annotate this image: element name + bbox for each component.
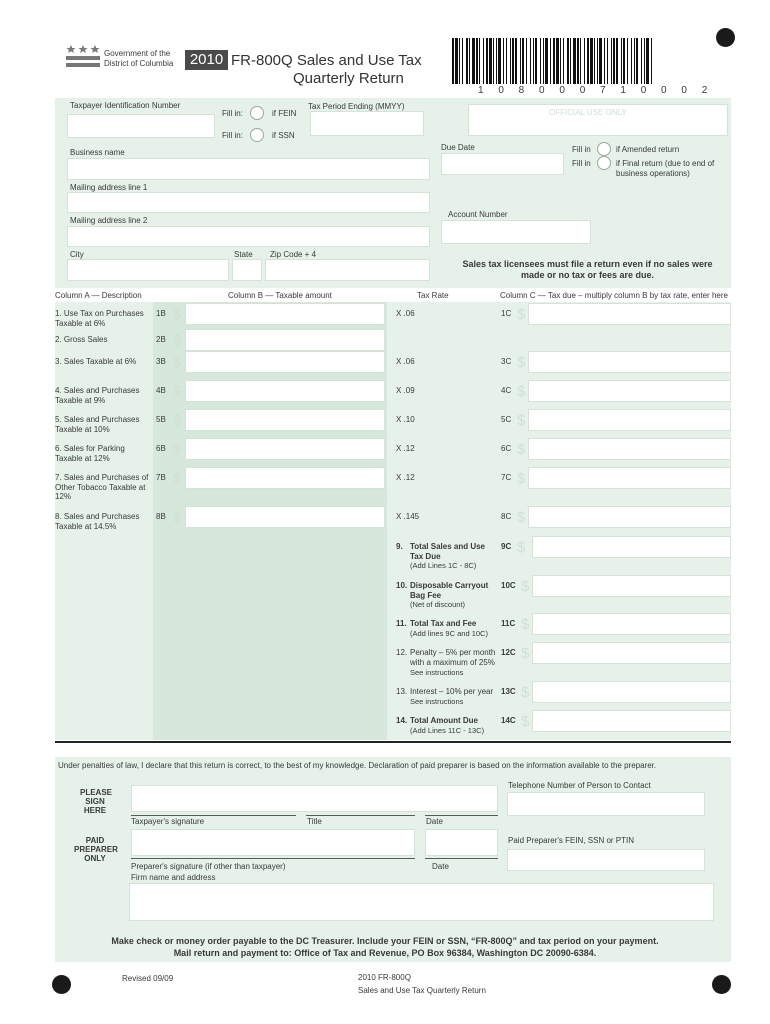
- title-line: [306, 815, 415, 816]
- footer-form-id: 2010 FR-800Q: [358, 973, 411, 982]
- zip-field[interactable]: [265, 259, 430, 281]
- column-c-code: 7C: [501, 473, 512, 482]
- registration-mark-bottom-right: [712, 975, 731, 994]
- section-divider: [55, 741, 731, 743]
- zip-label: Zip Code + 4: [270, 250, 317, 259]
- line-description: 4. Sales and Purchases Taxable at 9%: [55, 386, 140, 405]
- barcode-bar: [455, 38, 458, 84]
- barcode-bar: [627, 38, 628, 84]
- column-b-amount-field[interactable]: [185, 438, 385, 460]
- barcode-digits: 1 0 8 0 0 0 7 1 0 0 0 2: [478, 85, 714, 96]
- barcode-bar: [570, 38, 571, 84]
- column-c-tax-field[interactable]: [528, 380, 731, 402]
- barcode-bar: [573, 38, 576, 84]
- barcode-bar: [479, 38, 480, 84]
- barcode-bar: [623, 38, 625, 84]
- barcode-bar: [483, 38, 484, 84]
- column-b-code: 1B: [156, 309, 166, 318]
- preparer-signature-label: Preparer's signature (if other than taxpayer): [131, 862, 286, 871]
- dollar-sign: $: [173, 332, 182, 349]
- dollar-sign: $: [173, 470, 182, 487]
- dollar-sign: $: [521, 645, 530, 662]
- dollar-sign: $: [521, 578, 530, 595]
- column-c-tax-field[interactable]: [528, 303, 731, 325]
- barcode-bar: [613, 38, 615, 84]
- line-description: 7. Sales and Purchases of Other Tobacco Taxable at 12%: [55, 473, 149, 502]
- barcode-bar: [486, 38, 488, 84]
- line-description: 6. Sales for Parking Taxable at 12%: [55, 444, 125, 463]
- barcode-bar: [646, 38, 649, 84]
- summary-line-note: (Net of discount): [410, 600, 466, 609]
- summary-amount-field[interactable]: [532, 681, 731, 703]
- summary-line-code: 10C: [501, 581, 516, 590]
- amended-fill-label: Fill in: [572, 145, 591, 154]
- summary-line-title: Penalty – 5% per month with a maximum of 25%: [410, 648, 496, 667]
- barcode-bar: [594, 38, 595, 84]
- city-label: City: [70, 250, 84, 259]
- barcode-bar: [597, 38, 598, 84]
- gov-line-2: District of Columbia: [104, 59, 174, 68]
- barcode-bar: [459, 38, 460, 84]
- tax-rate-header: Tax Rate: [417, 291, 449, 300]
- payment-instructions-1: Make check or money order payable to the DC Treasurer. Include your FEIN or SSN, “FR-800Q” and tax period on your payment.: [111, 936, 659, 946]
- barcode-bar: [604, 38, 605, 84]
- year-box: 2010: [185, 50, 228, 70]
- date1-label: Date: [426, 817, 443, 826]
- barcode-bar: [636, 38, 638, 84]
- barcode-bar: [631, 38, 632, 84]
- footer-form-name: Sales and Use Tax Quarterly Return: [358, 986, 486, 995]
- dollar-sign: $: [173, 354, 182, 371]
- column-c-code: 3C: [501, 357, 512, 366]
- dollar-sign: $: [517, 354, 526, 371]
- summary-line-number: 9.: [396, 542, 403, 551]
- barcode-bar: [634, 38, 635, 84]
- barcode-bar: [466, 38, 468, 84]
- final-radio[interactable]: [597, 156, 611, 170]
- barcode-bar: [503, 38, 504, 84]
- barcode-bar: [533, 38, 534, 84]
- column-c-tax-field[interactable]: [528, 467, 731, 489]
- tax-rate: X .10: [396, 415, 415, 424]
- business-name-label: Business name: [70, 148, 125, 157]
- column-c-tax-field[interactable]: [528, 351, 731, 373]
- barcode-bar: [599, 38, 602, 84]
- line-description: 1. Use Tax on Purchases Taxable at 6%: [55, 309, 144, 328]
- firm-field[interactable]: [129, 883, 714, 921]
- column-b-code: 4B: [156, 386, 166, 395]
- paid-preparer-1: PAID: [85, 836, 105, 845]
- summary-amount-field[interactable]: [532, 575, 731, 597]
- summary-line-title: Total Tax and Fee: [410, 619, 477, 628]
- paid-preparer-3: ONLY: [84, 854, 106, 863]
- barcode-bar: [512, 38, 514, 84]
- dollar-sign: $: [173, 509, 182, 526]
- preparer-id-field[interactable]: [507, 849, 705, 871]
- barcode-bar: [584, 38, 585, 84]
- summary-line-note: (Add Lines 11C - 13C): [410, 726, 485, 735]
- preparer-date-field[interactable]: [425, 829, 498, 856]
- column-b-amount-field[interactable]: [185, 467, 385, 489]
- barcode-bar: [641, 38, 642, 84]
- paid-preparer-2: PREPARER: [74, 845, 118, 854]
- fein-radio[interactable]: [250, 106, 264, 120]
- gov-line-1: Government of the: [104, 49, 171, 58]
- barcode-bar: [526, 38, 527, 84]
- barcode-bar: [545, 38, 548, 84]
- summary-line-title: Total Sales and Use Tax Due: [410, 542, 485, 561]
- final-fill-label: Fill in: [572, 159, 591, 168]
- barcode-bar: [493, 38, 494, 84]
- due-date-label: Due Date: [441, 143, 475, 152]
- please-sign-2: SIGN: [85, 797, 105, 806]
- amended-radio[interactable]: [597, 142, 611, 156]
- barcode-bar: [522, 38, 524, 84]
- col-c-header: Column C — Tax due – multiply column B by tax rate, enter here: [500, 291, 728, 300]
- barcode-bar: [611, 38, 612, 84]
- column-b-amount-field[interactable]: [185, 329, 385, 351]
- revised-date: Revised 09/09: [122, 974, 174, 983]
- summary-line-note: See instructions: [410, 697, 464, 706]
- barcode-bar: [607, 38, 608, 84]
- account-number-field[interactable]: [441, 220, 591, 244]
- please-sign-3: HERE: [83, 806, 107, 815]
- column-b-amount-field[interactable]: [185, 409, 385, 431]
- taxpayer-id-field[interactable]: [67, 114, 215, 138]
- barcode-bar: [540, 38, 541, 84]
- taxpayer-signature-label: Taxpayer's signature: [131, 817, 205, 826]
- summary-line-code: 12C: [501, 648, 516, 657]
- taxpayer-signature-line: [131, 815, 296, 816]
- barcode-bar: [550, 38, 551, 84]
- barcode-bar: [506, 38, 507, 84]
- tax-rate: X .12: [396, 444, 415, 453]
- barcode-icon: [452, 38, 686, 84]
- column-b-code: 2B: [156, 335, 166, 344]
- official-use-label: OFFICIAL USE ONLY: [549, 108, 627, 117]
- column-c-tax-field[interactable]: [528, 438, 731, 460]
- summary-amount-field[interactable]: [532, 536, 731, 558]
- barcode-bar: [462, 38, 463, 84]
- if-fein-label: if FEIN: [272, 109, 297, 118]
- account-number-label: Account Number: [448, 210, 508, 219]
- barcode-bar: [567, 38, 569, 84]
- registration-mark-top-right: [716, 28, 735, 47]
- column-c-tax-field[interactable]: [528, 506, 731, 528]
- form-title-line-1: FR-800Q Sales and Use Tax: [231, 52, 422, 69]
- col-a-header: Column A — Description: [55, 291, 142, 300]
- dollar-sign: $: [521, 713, 530, 730]
- barcode-bar: [510, 38, 511, 84]
- barcode-bar: [590, 38, 593, 84]
- tax-rate: X .06: [396, 309, 415, 318]
- column-b-code: 3B: [156, 357, 166, 366]
- dollar-sign: $: [517, 539, 526, 556]
- summary-line-number: 12.: [396, 648, 408, 657]
- dollar-sign: $: [517, 441, 526, 458]
- barcode-bar: [530, 38, 531, 84]
- mailing2-field[interactable]: [67, 226, 430, 247]
- fill-in-ssn-label: Fill in:: [222, 131, 243, 140]
- city-field[interactable]: [67, 259, 229, 281]
- telephone-field[interactable]: [507, 792, 705, 816]
- filing-notice: Sales tax licensees must file a return even if no sales were made or no tax or fees are due.: [462, 259, 713, 280]
- summary-line-code: 14C: [501, 716, 516, 725]
- column-b-amount-field[interactable]: [185, 303, 385, 325]
- dollar-sign: $: [517, 470, 526, 487]
- summary-line-note: (Add lines 9C and 10C): [410, 629, 488, 638]
- line-description: 3. Sales Taxable at 6%: [55, 357, 137, 366]
- summary-line-number: 11.: [396, 619, 407, 628]
- declaration-text: Under penalties of law, I declare that this return is correct, to the best of my knowledge. Declaration of paid preparer is based on the information available to the preparer.: [58, 761, 657, 770]
- barcode: [452, 38, 686, 84]
- line-description: 5. Sales and Purchases Taxable at 10%: [55, 415, 140, 434]
- barcode-bar: [644, 38, 645, 84]
- column-b-amount-field[interactable]: [185, 351, 385, 373]
- barcode-bar: [489, 38, 492, 84]
- summary-line-title: Total Amount Due: [410, 716, 478, 725]
- barcode-bar: [496, 38, 497, 84]
- barcode-bar: [553, 38, 555, 84]
- telephone-label: Telephone Number of Person to Contact: [508, 781, 651, 790]
- dollar-sign: $: [517, 383, 526, 400]
- column-c-code: 1C: [501, 309, 512, 318]
- preparer-signature-line: [131, 858, 415, 859]
- barcode-bar: [472, 38, 475, 84]
- dc-logo: [66, 44, 100, 68]
- barcode-bar: [535, 38, 537, 84]
- taxpayer-signature-field[interactable]: [131, 785, 498, 812]
- tax-rate: X .12: [396, 473, 415, 482]
- column-b-amount-field[interactable]: [185, 506, 385, 528]
- summary-line-code: 11C: [501, 619, 516, 628]
- registration-mark-bottom-left: [52, 975, 71, 994]
- ssn-radio[interactable]: [250, 128, 264, 142]
- summary-amount-field[interactable]: [532, 710, 731, 732]
- barcode-bar: [651, 38, 652, 84]
- summary-line-code: 9C: [501, 542, 512, 551]
- dollar-sign: $: [521, 684, 530, 701]
- taxpayer-id-label: Taxpayer Identification Number: [70, 101, 181, 110]
- barcode-bar: [587, 38, 589, 84]
- col-b-header: Column B — Taxable amount: [228, 291, 332, 300]
- dollar-sign: $: [517, 509, 526, 526]
- summary-line-note: See instructions: [410, 668, 464, 677]
- barcode-bar: [621, 38, 622, 84]
- barcode-bar: [469, 38, 470, 84]
- barcode-bar: [616, 38, 618, 84]
- summary-line-title: Disposable Carryout Bag Fee: [410, 581, 489, 600]
- tax-period-label: Tax Period Ending (MMYY): [308, 102, 405, 111]
- barcode-bar: [560, 38, 561, 84]
- mailing2-label: Mailing address line 2: [70, 216, 148, 225]
- summary-line-code: 13C: [501, 687, 516, 696]
- column-c-code: 8C: [501, 512, 512, 521]
- business-name-field[interactable]: [67, 158, 430, 180]
- due-date-field[interactable]: [441, 153, 564, 175]
- line-description: 2. Gross Sales: [55, 335, 108, 344]
- tax-rate: X .09: [396, 386, 415, 395]
- summary-line-number: 14.: [396, 716, 408, 725]
- date2-label: Date: [432, 862, 449, 871]
- column-c-tax-field[interactable]: [528, 409, 731, 431]
- firm-label: Firm name and address: [131, 873, 216, 882]
- column-b-code: 5B: [156, 415, 166, 424]
- summary-line-number: 13.: [396, 687, 408, 696]
- title-label: Title: [307, 817, 322, 826]
- state-label: State: [234, 250, 253, 259]
- form-title-line-2: Quarterly Return: [293, 70, 404, 87]
- column-b-code: 6B: [156, 444, 166, 453]
- tax-period-field[interactable]: [310, 111, 424, 136]
- official-use-box: [468, 104, 728, 136]
- line-description: 8. Sales and Purchases Taxable at 14.5%: [55, 512, 140, 531]
- preparer-signature-field[interactable]: [131, 829, 415, 856]
- preparer-id-label: Paid Preparer's FEIN, SSN or PTIN: [508, 836, 635, 845]
- dollar-sign: $: [173, 412, 182, 429]
- summary-line-note: (Add Lines 1C - 8C): [410, 561, 477, 570]
- summary-amount-field[interactable]: [532, 642, 731, 664]
- barcode-bar: [556, 38, 559, 84]
- barcode-bar: [515, 38, 517, 84]
- date1-line: [425, 815, 498, 816]
- mailing1-label: Mailing address line 1: [70, 183, 148, 192]
- barcode-bar: [452, 38, 454, 84]
- column-b-amount-field[interactable]: [185, 380, 385, 402]
- barcode-bar: [577, 38, 579, 84]
- please-sign-1: PLEASE: [80, 788, 113, 797]
- column-b-code: 7B: [156, 473, 166, 482]
- state-field[interactable]: [232, 259, 262, 281]
- dollar-sign: $: [173, 306, 182, 323]
- column-c-code: 6C: [501, 444, 512, 453]
- fill-in-fein-label: Fill in:: [222, 109, 243, 118]
- final-text: if Final return (due to end of business operations): [616, 159, 715, 178]
- mailing1-field[interactable]: [67, 192, 430, 213]
- summary-line-title: Interest – 10% per year: [410, 687, 494, 696]
- payment-instructions-2: Mail return and payment to: Office of Tax and Revenue, PO Box 96384, Washington DC 20090-6384.: [173, 948, 597, 958]
- barcode-bar: [580, 38, 581, 84]
- barcode-bar: [498, 38, 501, 84]
- dc-flag-icon: [66, 44, 100, 68]
- if-ssn-label: if SSN: [272, 131, 295, 140]
- column-c-code: 5C: [501, 415, 512, 424]
- date2-line: [425, 858, 498, 859]
- tax-rate: X .145: [396, 512, 420, 521]
- amended-text: if Amended return: [616, 145, 680, 154]
- dollar-sign: $: [517, 412, 526, 429]
- barcode-bar: [476, 38, 478, 84]
- dollar-sign: $: [521, 616, 530, 633]
- summary-line-number: 10.: [396, 581, 408, 590]
- tax-rate: X .06: [396, 357, 415, 366]
- dollar-sign: $: [517, 306, 526, 323]
- column-c-code: 4C: [501, 386, 512, 395]
- summary-amount-field[interactable]: [532, 613, 731, 635]
- column-b-code: 8B: [156, 512, 166, 521]
- barcode-bar: [543, 38, 544, 84]
- barcode-bar: [520, 38, 521, 84]
- barcode-bar: [563, 38, 564, 84]
- dollar-sign: $: [173, 383, 182, 400]
- dollar-sign: $: [173, 441, 182, 458]
